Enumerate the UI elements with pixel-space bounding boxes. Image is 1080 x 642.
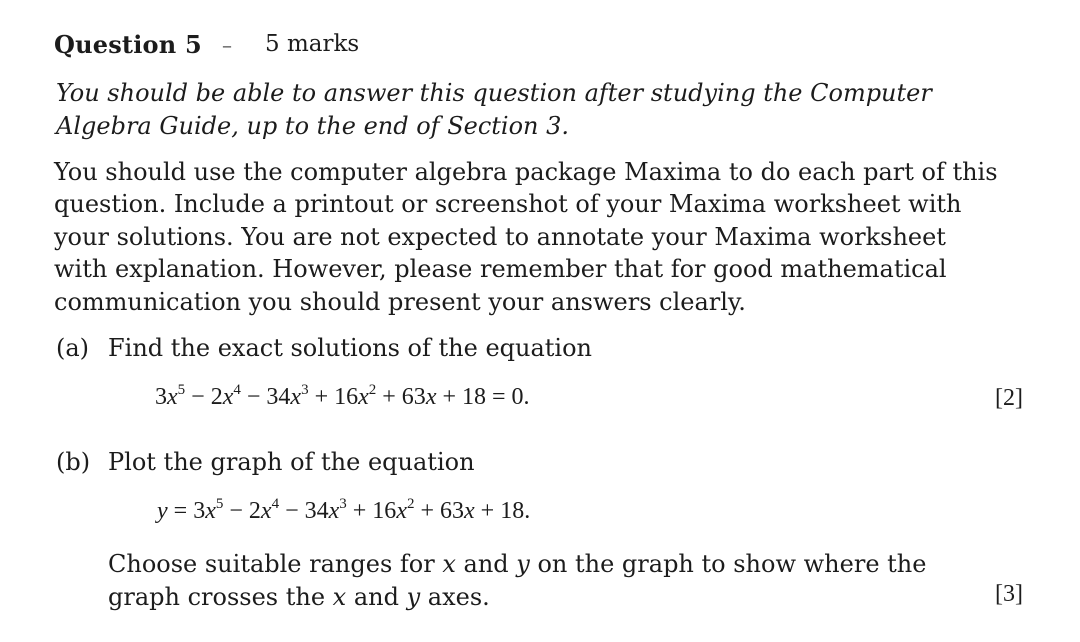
instructions-line-1: You should use the computer algebra package Maxima to do each part of this bbox=[54, 158, 998, 186]
question-title: Question 5 bbox=[54, 30, 202, 59]
part-b-marks: [3] bbox=[995, 581, 1023, 607]
instructions-line-5: communication you should present your answers clearly. bbox=[54, 288, 746, 316]
intro-line-1: You should be able to answer this question after studying the Computer bbox=[56, 79, 932, 107]
part-b-text: Plot the graph of the equation bbox=[108, 448, 475, 476]
title-dash: – bbox=[222, 33, 232, 57]
part-a-equation: $3x^5 - 2x^4 - 34x^3 + 16x^2 + 63x + 18 = 0$. bbox=[155, 382, 530, 410]
instructions-line-3: your solutions. You are not expected to annotate your Maxima worksheet bbox=[54, 223, 946, 251]
instructions-line-4: with explanation. However, please remember that for good mathematical bbox=[54, 255, 947, 283]
instructions-line-2: question. Include a printout or screenshot of your Maxima worksheet with bbox=[54, 190, 962, 218]
part-b-choose-line-1: Choose suitable ranges for x and y on the graph to show where the bbox=[108, 550, 927, 578]
question-marks: 5 marks bbox=[265, 31, 360, 57]
part-a-text: Find the exact solutions of the equation bbox=[108, 334, 592, 362]
intro-line-2: Algebra Guide, up to the end of Section 3. bbox=[56, 112, 570, 140]
part-a-label: (a) bbox=[56, 334, 90, 362]
part-b-equation: $y = 3x^5 - 2x^4 - 34x^3 + 16x^2 + 63x + 18$. bbox=[157, 496, 531, 524]
part-b-choose-line-2: graph crosses the x and y axes. bbox=[108, 583, 490, 611]
part-b-label: (b) bbox=[56, 448, 91, 476]
part-a-marks: [2] bbox=[995, 385, 1023, 411]
